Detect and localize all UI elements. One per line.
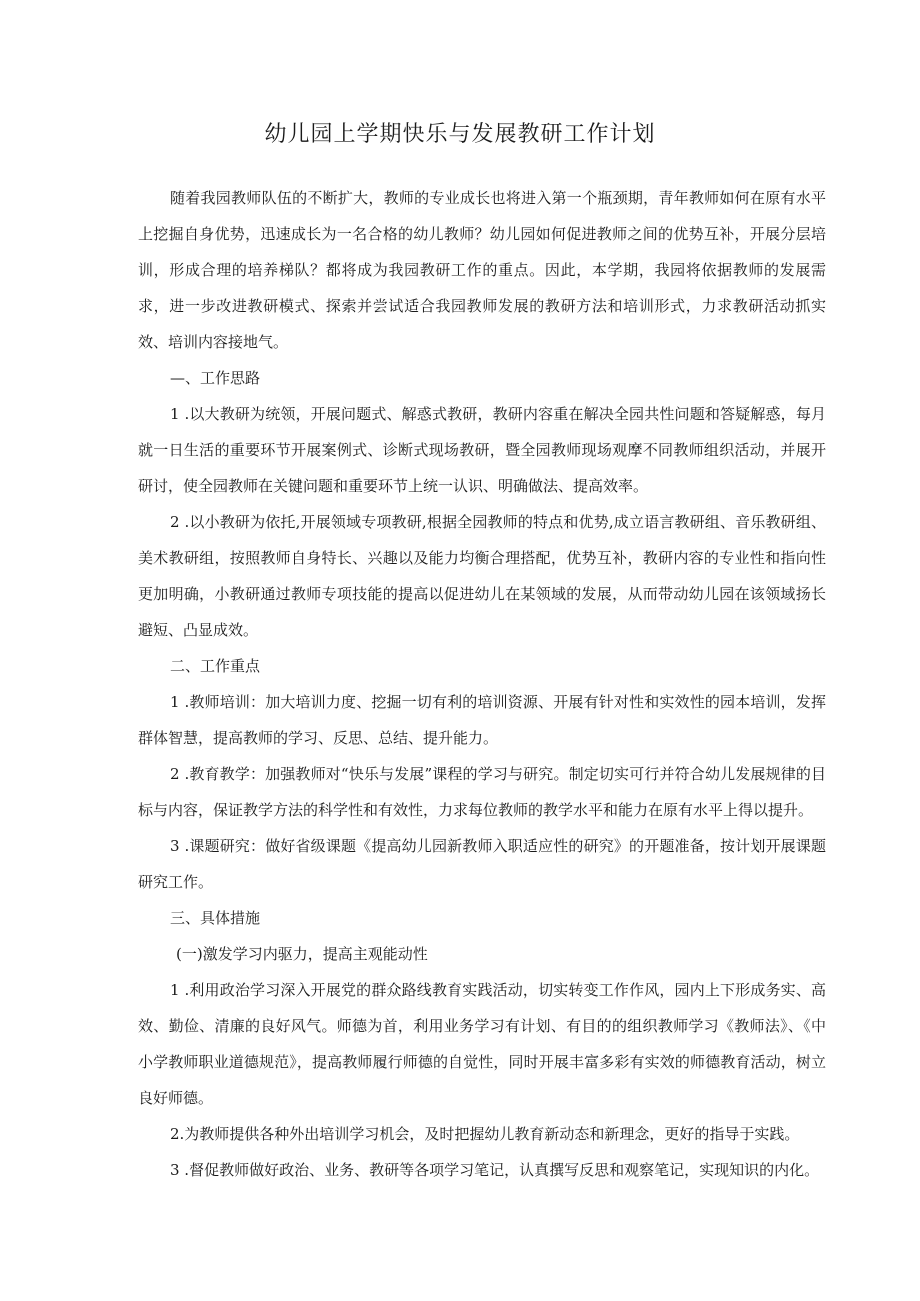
section-heading-work-focus: 二、工作重点 [170,657,261,675]
section2-item-3: 3 .课题研究：做好省级课题《提高幼儿园新教师入职适应性的研究》的开题准备，按计划开展课题研究工作。 [138,837,826,891]
section1-item-1: 1 .以大教研为统领，开展问题式、解惑式教研，教研内容重在解决全园共性问题和答疑解惑，每月就一日生活的重要环节开展案例式、诊断式现场教研，暨全园教师现场观摩不同教师组织活动，并展开研讨，使全园教师在关键问题和重要环节上统一认识、明确做法、提高效率。 [138,405,826,495]
section3-item-1: 1 .利用政治学习深入开展党的群众路线教育实践活动，切实转变工作作风，园内上下形成务实、高效、勤俭、清廉的良好风气。师德为首，利用业务学习有计划、有目的的组织教师学习《教师法》、《中小学教师职业道德规范》，提高教师履行师德的自觉性，同时开展丰富多彩有实效的师德教育活动，树立良好师德。 [138,981,826,1107]
section3-item-3: 3 .督促教师做好政治、业务、教研等各项学习笔记，认真撰写反思和观察笔记，实现知识的内化。 [170,1161,820,1179]
section2-item-1: 1 .教师培训：加大培训力度、挖掘一切有利的培训资源、开展有针对性和实效性的园本培训，发挥群体智慧，提高教师的学习、反思、总结、提升能力。 [138,693,826,747]
document-title: 幼儿园上学期快乐与发展教研工作计划 [264,122,656,147]
section-heading-work-ideas: —、工作思路 [170,369,261,387]
section-heading-measures: 三、具体措施 [170,909,261,927]
section3-subheading: (一)激发学习内驱力，提高主观能动性 [176,945,428,963]
section3-item-2: 2.为教师提供各种外出培训学习机会，及时把握幼儿教育新动态和新理念，更好的指导于实践。 [170,1125,800,1143]
document-body [138,180,826,1188]
intro-paragraph: 随着我园教师队伍的不断扩大，教师的专业成长也将进入第一个瓶颈期，青年教师如何在原有水平上挖掘自身优势，迅速成长为一名合格的幼儿教师？幼儿园如何促进教师之间的优势互补，开展分层培训，形成合理的培养梯队？都将成为我园教研工作的重点。因此，本学期，我园将依据教师的发展需求，进一步改进教研模式、探索并尝试适合我园教师发展的教研方法和培训形式，力求教研活动抓实效、培训内容接地气。 [138,189,826,351]
section1-item-2: 2 .以小教研为依托,开展领域专项教研,根据全园教师的特点和优势,成立语言教研组、音乐教研组、美术教研组，按照教师自身特长、兴趣以及能力均衡合理搭配，优势互补，教研内容的专业性和指向性更加明确，小教研通过教师专项技能的提高以促进幼儿在某领域的发展，从而带动幼儿园在该领域扬长避短、凸显成效。 [138,513,826,639]
section2-item-2: 2 .教育教学：加强教师对“快乐与发展”课程的学习与研究。制定切实可行并符合幼儿发展规律的目标与内容，保证教学方法的科学性和有效性，力求每位教师的教学水平和能力在原有水平上得以提升。 [138,765,826,819]
